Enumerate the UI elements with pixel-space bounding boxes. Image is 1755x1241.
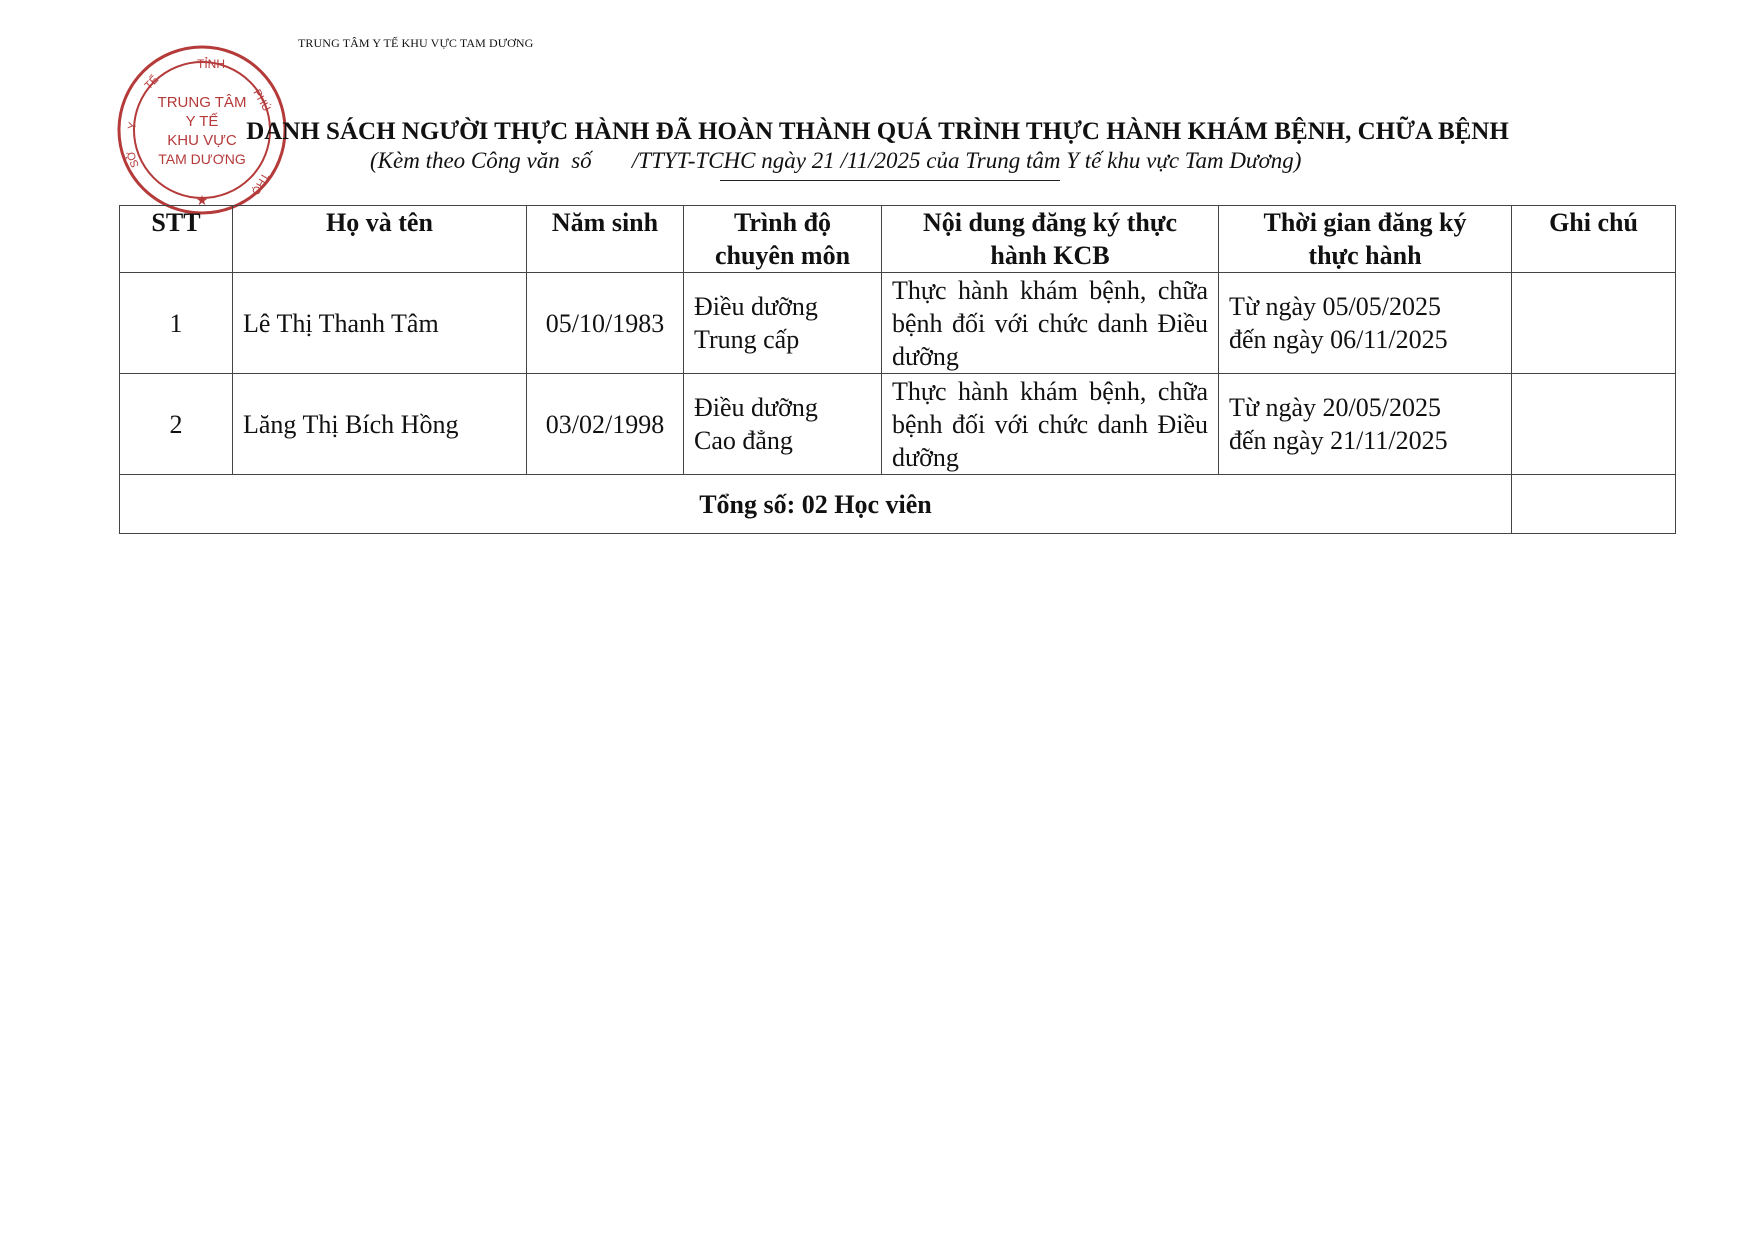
svg-text:KHU VỰC: KHU VỰC	[167, 132, 237, 149]
header-name: Họ và tên	[233, 206, 527, 273]
cell-time: Từ ngày 20/05/2025 đến ngày 21/11/2025	[1219, 374, 1512, 475]
header-time: Thời gian đăng ký thực hành	[1219, 206, 1512, 273]
svg-text:TRUNG TÂM: TRUNG TÂM	[157, 94, 247, 111]
cell-level: Điều dưỡng Cao đẳng	[684, 374, 882, 475]
cell-content: Thực hành khám bệnh, chữa bệnh đối với chức danh Điều dưỡng	[882, 273, 1219, 374]
subtitle-divider	[720, 180, 1060, 181]
cell-birth: 03/02/1998	[527, 374, 684, 475]
cell-note	[1512, 273, 1676, 374]
cell-name: Lê Thị Thanh Tâm	[233, 273, 527, 374]
cell-note	[1512, 374, 1676, 475]
cell-level: Điều dưỡng Trung cấp	[684, 273, 882, 374]
document-subtitle: (Kèm theo Công văn số /TTYT-TCHC ngày 21 /11/2025 của Trung tâm Y tế khu vực Tam Dương)	[370, 148, 1302, 173]
organization-header: TRUNG TÂM Y TẾ KHU VỰC TAM DƯƠNG	[298, 36, 534, 50]
table-header-row	[120, 206, 1676, 273]
cell-stt: 1	[120, 273, 233, 374]
cell-birth: 05/10/1983	[527, 273, 684, 374]
svg-text:★: ★	[195, 193, 209, 209]
svg-text:SỞ: SỞ	[124, 149, 142, 170]
svg-text:THỌ: THỌ	[248, 170, 271, 197]
table-row	[120, 273, 1676, 374]
svg-text:PHÚ: PHÚ	[250, 87, 273, 114]
document-title: DANH SÁCH NGƯỜI THỰC HÀNH ĐÃ HOÀN THÀNH QUÁ TRÌNH THỰC HÀNH KHÁM BỆNH, CHỮA BỆNH	[246, 118, 1509, 145]
header-content: Nội dung đăng ký thực hành KCB	[882, 206, 1219, 273]
svg-text:Y TẾ: Y TẾ	[185, 113, 219, 130]
total-label: Tổng số: 02 Học viên	[120, 475, 1512, 534]
svg-text:TỈNH: TỈNH	[197, 57, 225, 71]
svg-text:Y: Y	[126, 121, 140, 131]
header-level: Trình độ chuyên môn	[684, 206, 882, 273]
cell-stt: 2	[120, 374, 233, 475]
svg-text:TAM DƯƠNG: TAM DƯƠNG	[158, 151, 246, 167]
cell-time: Từ ngày 05/05/2025 đến ngày 06/11/2025	[1219, 273, 1512, 374]
header-stt: STT	[120, 206, 233, 273]
svg-text:TẾ: TẾ	[142, 73, 162, 93]
header-birth: Năm sinh	[527, 206, 684, 273]
table-row	[120, 374, 1676, 475]
total-note-cell	[1512, 475, 1676, 534]
cell-name: Lăng Thị Bích Hồng	[233, 374, 527, 475]
trainee-table	[119, 205, 1676, 534]
table-total-row	[120, 475, 1676, 534]
header-note: Ghi chú	[1512, 206, 1676, 273]
cell-content: Thực hành khám bệnh, chữa bệnh đối với chức danh Điều dưỡng	[882, 374, 1219, 475]
